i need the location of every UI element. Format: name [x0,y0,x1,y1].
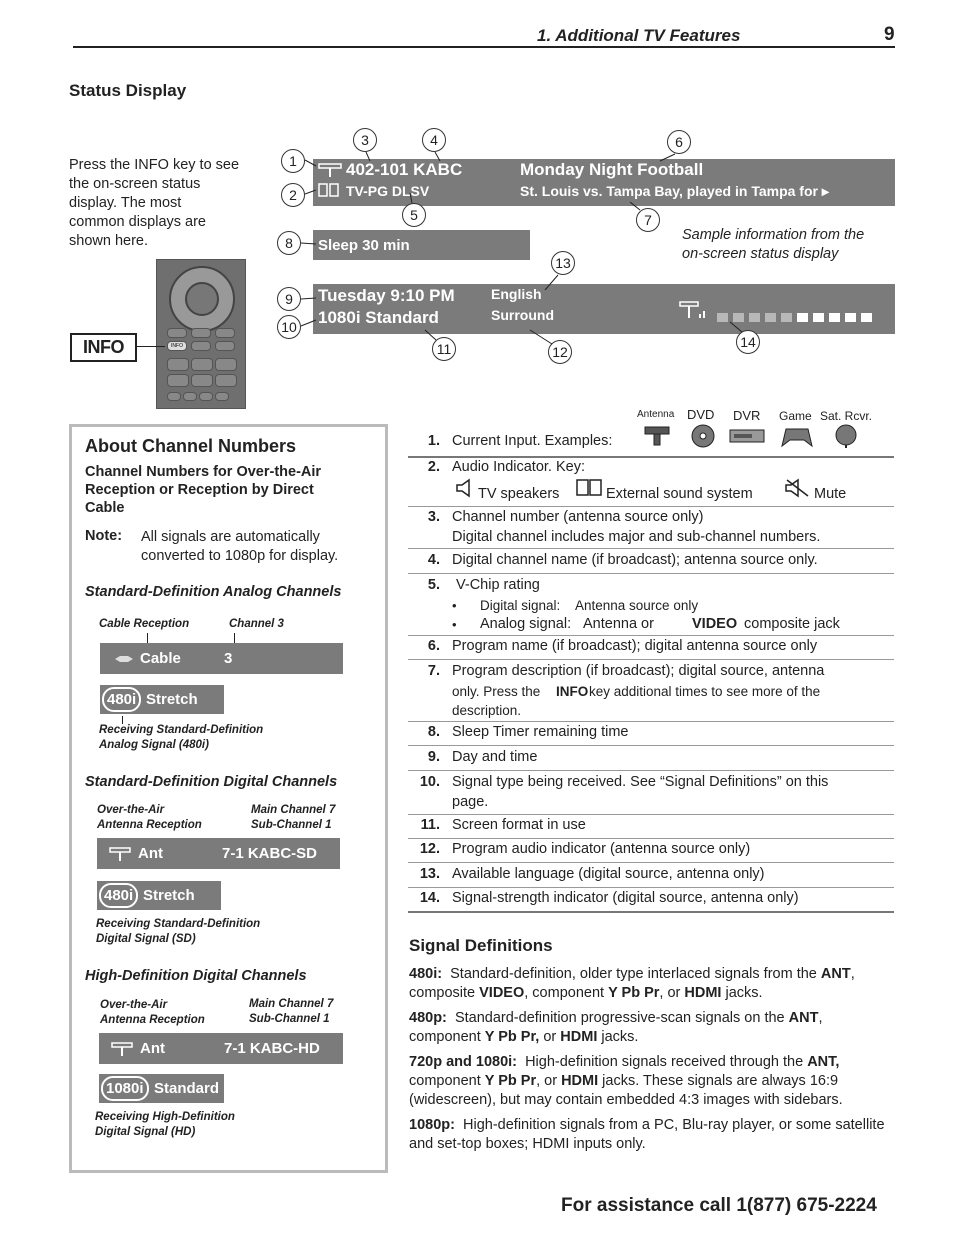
callout-2: 2 [281,183,305,207]
hd-digital-format-badge: 1080i [101,1076,149,1101]
page-number: 9 [884,24,895,45]
osd-program-name: Monday Night Football [520,160,704,179]
cable-icon [114,654,134,664]
callout-3: 3 [353,128,377,152]
note-line: converted to 1080p for display. [141,548,339,564]
callout-5: 5 [402,203,426,227]
legend-row-7: 7. Program description (if broadcast); digital source, antenna only. Press the INFO key additional times to see more of the description. [408,662,894,722]
external-sound-icon [576,478,602,498]
def-480p: 480p: Standard-definition progressive-scan signals on the ANT, component Y Pb Pr, or HDMI jacks. [409,1010,823,1045]
osd-format: 1080i Standard [318,308,439,327]
legend-row-10: 10. Signal type being received. See “Signal Definitions” on this page. [408,773,894,815]
intro-line: Press the INFO key to see [69,157,240,173]
icon-label-sat: Sat. Rcvr. [820,409,873,423]
subheading-line: Reception or Reception by Direct [85,482,314,498]
osd-audio: Surround [491,307,554,323]
section-title: 1. Additional TV Features [537,26,741,45]
assistance-footer: For assistance call 1(877) 675-2224 [561,1195,877,1216]
sd-analog-cap-left: Cable Reception [99,618,190,630]
sd-analog-channel: 3 [224,650,233,667]
legend-row-5: 5. V-Chip rating • Digital signal: Antenna source only • Analog signal: Antenna or VIDEO composite jack [408,576,894,636]
legend-row-3: 3. Channel number (antenna source only) Digital channel includes major and sub-channel numbers. [408,508,894,549]
mute-icon [784,478,810,498]
callout-9: 9 [277,287,301,311]
sd-analog-format-bar [100,685,224,714]
callout-8: 8 [277,231,301,255]
sd-analog-format-badge: 480i [102,687,141,712]
subheading-line: Cable [85,500,125,516]
def-720p-1080i: 720p and 1080i: High-definition signals received through the ANT, component Y Pb Pr, or HDMI jacks. These signals are always 16:9 (widescreen), but may contain embedded 4:3 images with sidebars. [409,1054,843,1108]
callout-11: 11 [432,337,456,361]
signal-defs-body [409,965,895,1160]
sd-digital-format-label: Stretch [143,887,195,904]
legend-row-14: 14. Signal-strength indicator (digital source, antenna only) [408,889,894,913]
info-key-label: INFO [70,333,137,362]
def-1080p: 1080p: High-definition signals from a PC, Blu-ray player, or some satellite and set-top boxes; HDMI inputs only. [409,1117,885,1152]
icon-label-dvr: DVR [733,408,761,423]
hd-digital-bar [99,1033,343,1064]
caption-line: Sample information from the [682,227,865,243]
sd-digital-title: Standard-Definition Digital Channels [85,774,338,790]
note-label: Note: [85,528,123,544]
sd-digital-cap-right: Main Channel 7 Sub-Channel 1 [251,804,336,831]
callout-14: 14 [736,330,760,354]
sd-analog-source: Cable [140,650,181,667]
remote-info-button: INFO [167,341,187,351]
osd-rating: TV-PG DLSV [346,183,430,199]
sd-analog-title: Standard-Definition Analog Channels [85,584,342,600]
hd-digital-title: High-Definition Digital Channels [85,968,307,984]
hd-digital-cap-right: Main Channel 7 Sub-Channel 1 [249,998,334,1025]
icon-label-game: Game [779,409,812,423]
hd-digital-cap-left: Over-the-Air Antenna Reception [100,999,205,1026]
callout-1: 1 [281,149,305,173]
legend-row-12: 12. Program audio indicator (antenna source only) [408,840,894,863]
hd-digital-channel: 7-1 KABC-HD [224,1040,320,1057]
callout-4: 4 [422,128,446,152]
caption-line: on-screen status display [682,246,839,262]
callout-leaders [0,0,954,420]
sd-analog-format-label: Stretch [146,691,198,708]
sd-analog-bottom-cap: Receiving Standard-Definition Analog Signal (480i) [99,724,264,751]
legend-row-1: 1. Current Input. Examples: [408,432,894,458]
signal-defs-heading: Signal Definitions [409,936,553,955]
hd-digital-format-bar [99,1074,224,1103]
osd-program-desc: St. Louis vs. Tampa Bay, played in Tampa for ▸ [520,183,829,199]
sd-analog-cap-right: Channel 3 [229,618,284,630]
antenna-icon [111,1041,133,1057]
tv-speaker-icon [455,478,477,498]
callout-6: 6 [667,130,691,154]
sd-digital-format-badge: 480i [99,883,138,908]
status-display-heading: Status Display [69,81,187,100]
intro-line: display. The most [69,195,182,211]
legend-row-13: 13. Available language (digital source, antenna only) [408,865,894,888]
osd-sleep: Sleep 30 min [318,237,410,254]
callout-12: 12 [548,340,572,364]
subheading-line: Channel Numbers for Over-the-Air [85,464,322,480]
about-channels-subheading [85,463,321,517]
hd-digital-source: Ant [140,1040,165,1057]
note-text [141,528,338,566]
sd-digital-source: Ant [138,845,163,862]
callout-7: 7 [636,208,660,232]
legend-row-6: 6. Program name (if broadcast); digital antenna source only [408,637,894,660]
sd-digital-format-bar [97,881,221,910]
callout-10: 10 [277,315,301,339]
icon-label-dvd: DVD [687,407,715,422]
osd-language: English [491,286,542,302]
hd-digital-format-label: Standard [154,1080,220,1097]
sd-digital-bar [97,838,340,869]
legend-row-8: 8. Sleep Timer remaining time [408,723,894,746]
legend-row-4: 4. Digital channel name (if broadcast); antenna source only. [408,551,894,574]
sd-digital-cap-left: Over-the-Air Antenna Reception [97,804,202,831]
def-480i: 480i: Standard-definition, older type interlaced signals from the ANT, composite VIDEO, component Y Pb Pr, or HDMI jacks. [409,966,855,1001]
sd-analog-bar [100,643,343,674]
intro-line: shown here. [69,233,148,249]
legend-row-11: 11. Screen format in use [408,816,894,839]
antenna-icon [109,846,131,862]
intro-line: common displays are [69,214,206,230]
icon-label-antenna: Antenna [637,409,675,420]
sd-digital-channel: 7-1 KABC-SD [222,845,318,862]
osd-channel: 402-101 KABC [346,160,463,179]
legend-row-9: 9. Day and time [408,748,894,771]
legend-row-2: 2. Audio Indicator. Key: TV speakers External sound system Mute [408,458,894,507]
about-channels-heading: About Channel Numbers [85,436,297,456]
intro-line: the on-screen status [69,176,201,192]
callout-13: 13 [551,251,575,275]
note-line: All signals are automatically [141,529,320,545]
osd-day-time: Tuesday 9:10 PM [318,286,455,305]
hd-digital-bottom-cap: Receiving High-Definition Digital Signal (HD) [95,1111,235,1138]
sd-digital-bottom-cap: Receiving Standard-Definition Digital Signal (SD) [96,918,261,945]
